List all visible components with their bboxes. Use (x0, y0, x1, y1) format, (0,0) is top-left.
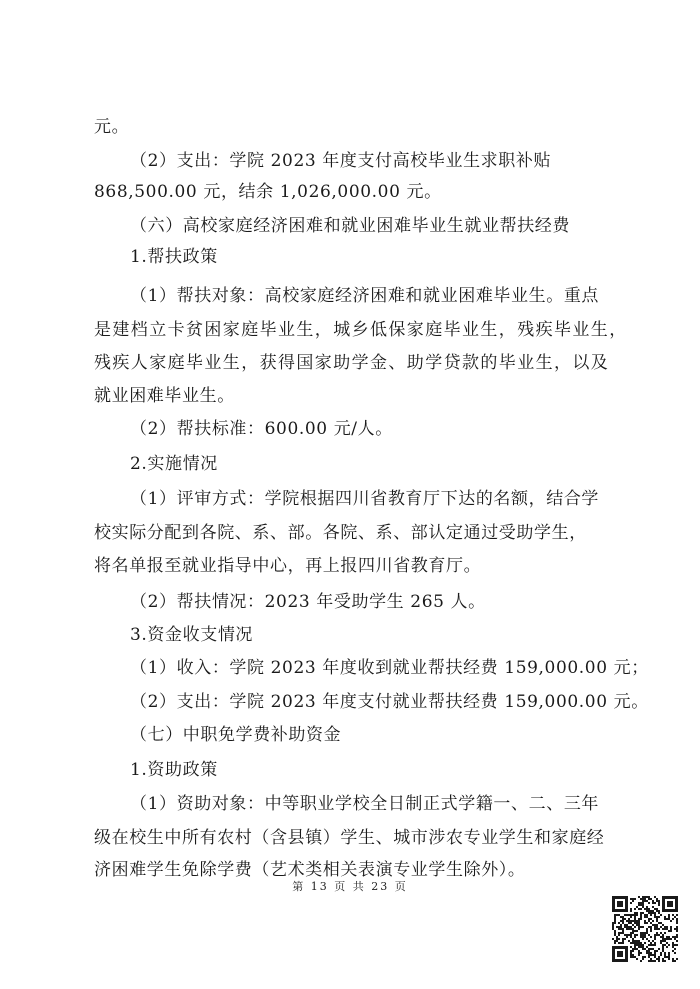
text-line: 残疾人家庭毕业生，获得国家助学金、助学贷款的毕业生，以及 (94, 353, 610, 373)
text-line: 级在校生中所有农村（含县镇）学生、城市涉农专业学生和家庭经 (94, 828, 605, 848)
text-line: （2）支出：学院 2023 年度支付就业帮扶经费 159,000.00 元。 (130, 692, 649, 712)
text-line: （2）支出：学院 2023 年度支付高校毕业生求职补贴 (130, 151, 552, 171)
text-line: （1）收入：学院 2023 年度收到就业帮扶经费 159,000.00 元； (130, 658, 649, 678)
section-heading: （六）高校家庭经济困难和就业困难毕业生就业帮扶经费 (130, 216, 570, 236)
text-line: 是建档立卡贫困家庭毕业生，城乡低保家庭毕业生，残疾毕业生， (94, 320, 628, 340)
text-line: （2）帮扶标准：600.00 元/人。 (130, 419, 393, 439)
text-line: 将名单报至就业指导中心，再上报四川省教育厅。 (94, 556, 482, 576)
page-number-footer: 第 13 页 共 23 页 (292, 880, 408, 893)
text-line: 济困难学生免除学费（艺术类相关表演专业学生除外）。 (94, 860, 526, 880)
text-line: （1）评审方式：学院根据四川省教育厅下达的名额，结合学 (130, 489, 600, 509)
qr-code-icon (612, 896, 678, 962)
subsection-heading: 1.资助政策 (130, 760, 218, 780)
text-line: 元。 (94, 117, 130, 137)
subsection-heading: 2.实施情况 (130, 454, 218, 474)
subsection-heading: 1.帮扶政策 (130, 247, 218, 267)
text-line: （1）帮扶对象：高校家庭经济困难和就业困难毕业生。重点 (130, 286, 600, 306)
text-line: （2）帮扶情况：2023 年受助学生 265 人。 (130, 592, 486, 612)
text-line: 校实际分配到各院、系、部。各院、系、部认定通过受助学生， (94, 523, 587, 543)
text-line: 就业困难毕业生。 (94, 386, 235, 406)
section-heading: （七）中职免学费补助资金 (130, 725, 342, 745)
subsection-heading: 3.资金收支情况 (130, 625, 254, 645)
text-line: （1）资助对象：中等职业学校全日制正式学籍一、二、三年 (130, 794, 600, 814)
text-line: 868,500.00 元，结余 1,026,000.00 元。 (94, 182, 442, 202)
